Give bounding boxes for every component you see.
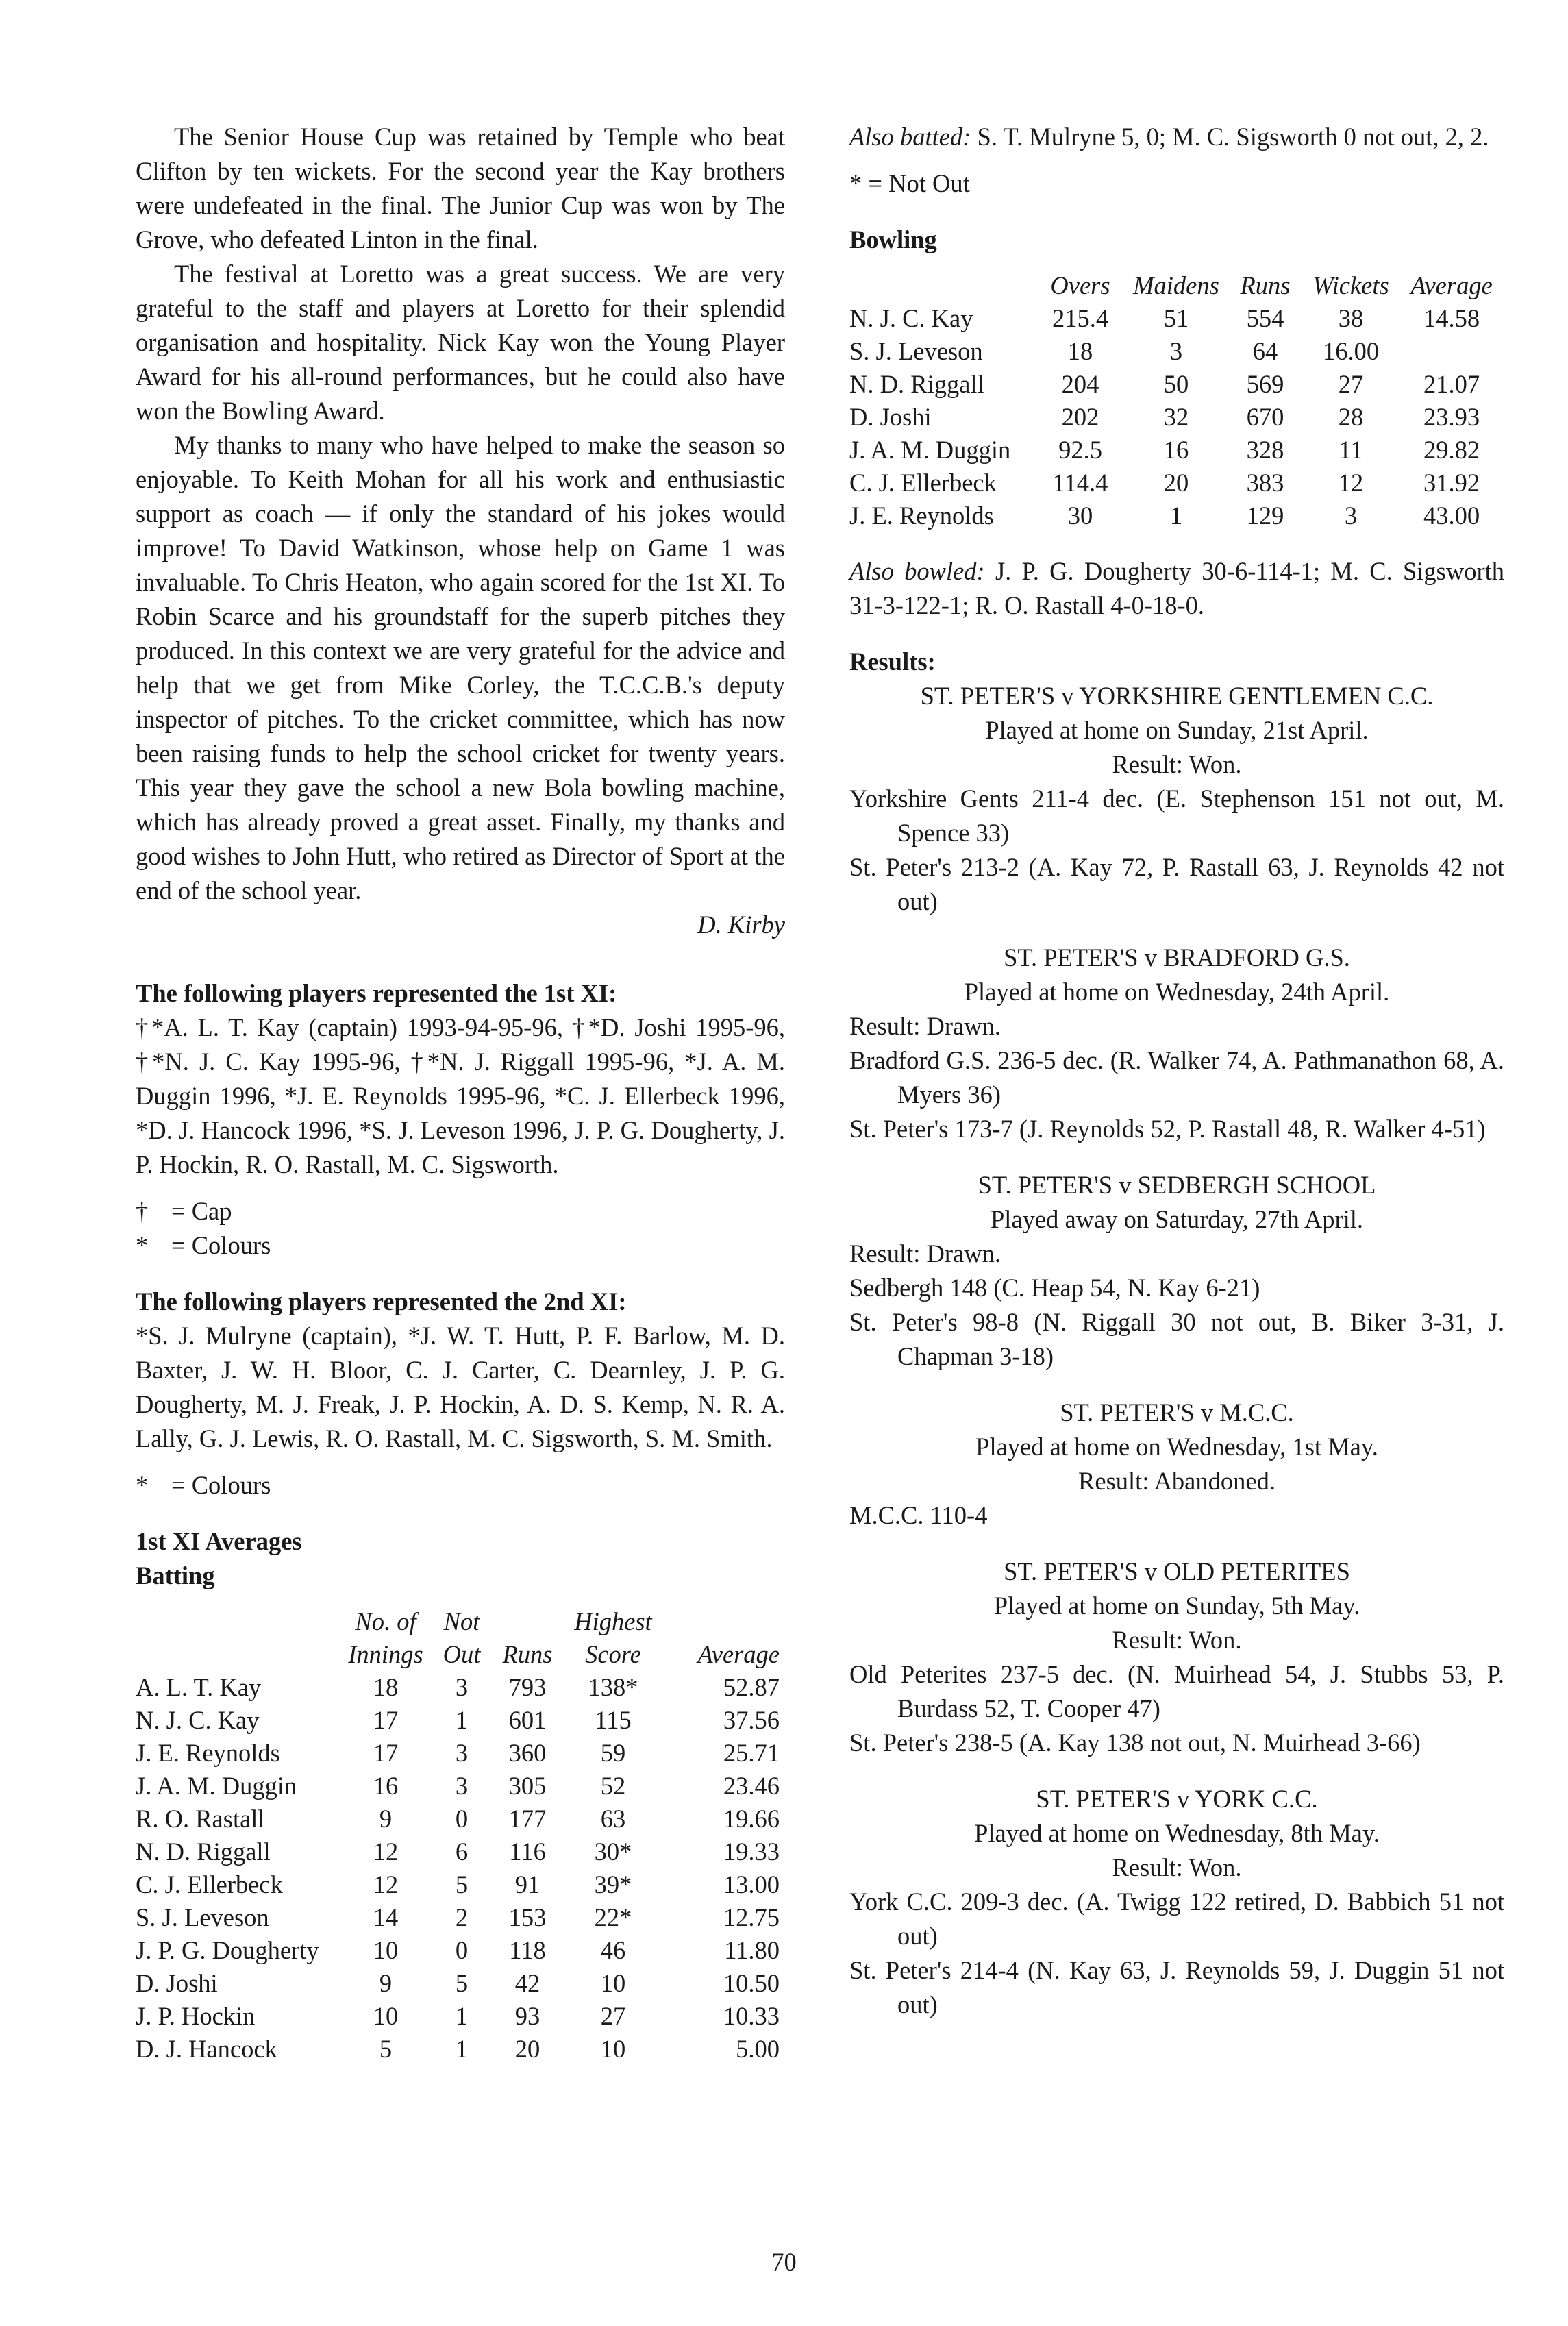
player-name: N. D. Riggall	[136, 1838, 271, 1866]
stat-cell: 20	[514, 2035, 540, 2063]
stat-cell: 14	[373, 1903, 399, 1931]
batting-heading: Batting	[136, 1561, 215, 1589]
stat-cell: 46	[600, 1936, 626, 1964]
header-cell: Innings	[348, 1640, 423, 1668]
not-out-note: * = Not Out	[849, 169, 970, 197]
stat-cell: 25.71	[723, 1739, 780, 1767]
match-title: ST. PETER'S v SEDBERGH SCHOOL	[978, 1171, 1376, 1199]
stat-cell: 42	[514, 1969, 540, 1997]
stat-cell: 3	[455, 1772, 469, 1800]
stat-cell: 13.00	[723, 1870, 780, 1898]
header-cell	[664, 1605, 785, 1638]
stat-cell: 32	[1163, 403, 1189, 431]
header-cell: Average	[697, 1640, 780, 1668]
stat-cell: 19.33	[723, 1838, 780, 1866]
batting-row	[136, 1737, 785, 1770]
spacer	[849, 1760, 1504, 1782]
match-outcome: Result: Won.	[1112, 1626, 1242, 1654]
stat-cell: 114.4	[1052, 469, 1108, 497]
player-name: A. L. T. Kay	[136, 1673, 262, 1701]
match-venue: Played at home on Wednesday, 1st May.	[975, 1433, 1378, 1461]
stat-cell: 305	[508, 1772, 547, 1800]
match-title: ST. PETER'S v YORK C.C.	[1036, 1785, 1318, 1813]
stat-cell: 601	[508, 1706, 547, 1734]
bowling-header-row	[849, 269, 1504, 302]
match-title: ST. PETER'S v BRADFORD G.S.	[1004, 943, 1350, 972]
innings-score: M.C.C. 110-4	[849, 1501, 988, 1529]
stat-cell: 17	[373, 1739, 399, 1767]
legend-symbol: *	[136, 1471, 149, 1499]
stat-cell: 18	[1067, 337, 1093, 365]
match-result	[849, 1760, 1504, 2022]
stat-cell: 21.07	[1423, 370, 1480, 398]
stat-cell: 50	[1163, 370, 1189, 398]
stat-cell: 793	[508, 1673, 547, 1701]
author-signature: D. Kirby	[697, 911, 785, 939]
also-bowled-label: Also bowled:	[849, 557, 985, 585]
stat-cell: 27	[600, 2002, 626, 2030]
paragraph-festival: The festival at Loretto was a great success. We are very grateful to the staff and players at Loretto for their splendid organisation and hospitality. Nick Kay won the Young Player Award for his all-round performances, but he could also have won the Bowling Award.	[136, 260, 785, 425]
header-cell: Maidens	[1133, 271, 1219, 299]
match-venue: Played at home on Wednesday, 24th April.	[964, 978, 1390, 1006]
stat-cell: 23.46	[723, 1772, 780, 1800]
bowling-row	[849, 499, 1504, 532]
batting-row	[136, 2033, 785, 2066]
batting-row	[136, 1901, 785, 1934]
stat-cell: 10.50	[723, 1969, 780, 1997]
header-cell	[136, 1638, 341, 1671]
stat-cell: 3	[1344, 502, 1358, 530]
stat-cell: 11.80	[724, 1936, 780, 1964]
stat-cell: 5	[379, 2035, 393, 2063]
stat-cell: 27	[1338, 370, 1364, 398]
stat-cell: 569	[1246, 370, 1284, 398]
legend-meaning: = Colours	[171, 1471, 271, 1499]
batting-row	[136, 1803, 785, 1835]
match-outcome: Result: Drawn.	[849, 1239, 1001, 1267]
stat-cell: 14.58	[1423, 304, 1480, 332]
stat-cell: 38	[1338, 304, 1364, 332]
stat-cell: 0	[455, 1805, 469, 1833]
stat-cell: 5	[455, 1969, 469, 1997]
batting-row	[136, 1770, 785, 1803]
results-heading: Results:	[849, 647, 936, 676]
bowling-table	[849, 269, 1504, 532]
stat-cell: 12	[1338, 469, 1364, 497]
player-name: D. J. Hancock	[136, 2035, 277, 2063]
stat-cell: 16	[1163, 436, 1189, 464]
stat-cell: 18	[373, 1673, 399, 1701]
batting-row	[136, 1671, 785, 1704]
stat-cell: 2	[455, 1903, 469, 1931]
spacer	[849, 1146, 1504, 1168]
stat-cell: 6	[455, 1838, 469, 1866]
player-name: J. A. M. Duggin	[136, 1772, 297, 1800]
match-venue: Played away on Saturday, 27th April.	[990, 1205, 1364, 1233]
legend-cap	[136, 1194, 785, 1228]
match-result	[849, 919, 1504, 1146]
bowling-body	[849, 302, 1504, 532]
player-name: D. Joshi	[849, 403, 932, 431]
first-xi-heading: The following players represented the 1st XI:	[136, 979, 617, 1007]
stat-cell: 43.00	[1423, 502, 1480, 530]
player-name: J. A. M. Duggin	[849, 436, 1011, 464]
averages-heading: 1st XI Averages	[136, 1527, 302, 1555]
first-xi-players: †*A. L. T. Kay (captain) 1993-94-95-96, †*D. Joshi 1995-96, †*N. J. C. Kay 1995-96, †*N. J. Riggall 1995-96, *J. A. M. Duggin 1996, *J. E. Reynolds 1995-96, *C. J. Ellerbeck 1996, *D. J. Hancock 1996, *S. J. Leveson 1996, J. P. G. Dougherty, J. P. Hockin, R. O. Rastall, M. C. Sigsworth.	[136, 1013, 785, 1178]
also-batted-label: Also batted:	[849, 123, 971, 151]
legend-symbol: *	[136, 1231, 149, 1259]
stat-cell: 93	[514, 2002, 540, 2030]
stat-cell: 12	[373, 1838, 399, 1866]
legend-meaning: = Colours	[171, 1231, 271, 1259]
innings-score: St. Peter's 238-5 (A. Kay 138 not out, N. Muirhead 3-66)	[849, 1729, 1421, 1757]
match-outcome: Result: Drawn.	[849, 1012, 1001, 1040]
stat-cell: 28	[1338, 403, 1364, 431]
stat-cell: 153	[508, 1903, 547, 1931]
stat-cell: 10	[600, 2035, 626, 2063]
header-cell	[493, 1605, 562, 1638]
results-list	[849, 679, 1504, 2022]
paragraph-house-cup: The Senior House Cup was retained by Temple who beat Clifton by ten wickets. For the second year the Kay brothers were undefeated in the final. The Junior Cup was won by The Grove, who defeated Linton in the final.	[136, 123, 785, 253]
stat-cell: 177	[508, 1805, 547, 1833]
innings-score: York C.C. 209-3 dec. (A. Twigg 122 retired, D. Babbich 51 not out)	[849, 1888, 1504, 1950]
stat-cell: 328	[1246, 436, 1284, 464]
header-cell: Wickets	[1312, 271, 1389, 299]
stat-cell: 3	[455, 1673, 469, 1701]
page-number: 70	[771, 2248, 797, 2276]
stat-cell: 360	[508, 1739, 547, 1767]
stat-cell: 52.87	[723, 1673, 780, 1701]
stat-cell: 1	[455, 2002, 469, 2030]
match-title: ST. PETER'S v M.C.C.	[1060, 1398, 1294, 1426]
innings-score: Yorkshire Gents 211-4 dec. (E. Stephenson 151 not out, M. Spence 33)	[849, 784, 1504, 847]
match-result	[849, 679, 1504, 919]
second-xi-players: *S. J. Mulryne (captain), *J. W. T. Hutt, P. F. Barlow, M. D. Baxter, J. W. H. Bloor, C. J. Carter, C. Dearnley, J. P. G. Dougherty, M. J. Freak, J. P. Hockin, A. D. S. Kemp, N. R. A. Lally, G. J. Lewis, R. O. Rastall, M. C. Sigsworth, S. M. Smith.	[136, 1322, 785, 1452]
batting-header-row-top	[136, 1605, 785, 1638]
stat-cell: 64	[1252, 337, 1278, 365]
stat-cell: 5.00	[736, 2035, 780, 2063]
stat-cell: 129	[1246, 502, 1284, 530]
stat-cell: 5	[455, 1870, 469, 1898]
left-column	[136, 120, 785, 2066]
batting-row	[136, 1835, 785, 1868]
bowling-row	[849, 368, 1504, 401]
player-name: N. D. Riggall	[849, 370, 984, 398]
stat-cell: 10	[373, 1936, 399, 1964]
batting-row	[136, 1868, 785, 1901]
match-venue: Played at home on Sunday, 21st April.	[985, 716, 1369, 744]
header-cell: Runs	[1240, 271, 1291, 299]
player-name: S. J. Leveson	[849, 337, 983, 365]
player-name: J. P. G. Dougherty	[136, 1936, 319, 1964]
second-xi-heading: The following players represented the 2nd XI:	[136, 1287, 627, 1315]
player-name: R. O. Rastall	[136, 1805, 265, 1833]
spacer	[849, 1374, 1504, 1396]
stat-cell: 115	[595, 1706, 632, 1734]
stat-cell: 10	[600, 1969, 626, 1997]
header-cell: Overs	[1050, 271, 1110, 299]
stat-cell: 670	[1246, 403, 1284, 431]
header-cell: Out	[443, 1640, 481, 1668]
player-name: D. Joshi	[136, 1969, 218, 1997]
match-outcome: Result: Won.	[1112, 1853, 1242, 1881]
batting-body	[136, 1671, 785, 2066]
also-bowled	[849, 554, 1504, 623]
right-column	[849, 120, 1504, 2022]
stat-cell: 20	[1163, 469, 1189, 497]
stat-cell: 3	[1169, 337, 1183, 365]
bowling-row	[849, 401, 1504, 434]
stat-cell: 215.4	[1051, 304, 1109, 332]
match-title: ST. PETER'S v OLD PETERITES	[1004, 1557, 1350, 1585]
batting-row	[136, 2000, 785, 2033]
stat-cell: 30*	[594, 1838, 632, 1866]
match-venue: Played at home on Sunday, 5th May.	[993, 1592, 1360, 1620]
match-venue: Played at home on Wednesday, 8th May.	[974, 1819, 1380, 1847]
also-batted	[849, 120, 1504, 154]
player-name: C. J. Ellerbeck	[849, 469, 997, 497]
innings-score: St. Peter's 98-8 (N. Riggall 30 not out, B. Biker 3-31, J. Chapman 3-18)	[849, 1308, 1504, 1370]
match-result	[849, 1374, 1504, 1533]
stat-cell: 0	[455, 1936, 469, 1964]
spacer	[849, 1533, 1504, 1555]
stat-cell: 51	[1163, 304, 1189, 332]
stat-cell: 29.82	[1423, 436, 1480, 464]
stat-cell: 59	[600, 1739, 626, 1767]
match-title: ST. PETER'S v YORKSHIRE GENTLEMEN C.C.	[920, 682, 1434, 710]
batting-row	[136, 1967, 785, 2000]
innings-score: Bradford G.S. 236-5 dec. (R. Walker 74, A. Pathmanathon 68, A. Myers 36)	[849, 1046, 1504, 1109]
stat-cell: 1	[455, 2035, 469, 2063]
match-outcome: Result: Abandoned.	[1078, 1467, 1275, 1495]
player-name: J. P. Hockin	[136, 2002, 256, 2030]
also-batted-text: S. T. Mulryne 5, 0; M. C. Sigsworth 0 not out, 2, 2.	[977, 123, 1489, 151]
stat-cell: 9	[379, 1969, 393, 1997]
stat-cell: 1	[1169, 502, 1183, 530]
stat-cell: 31.92	[1423, 469, 1480, 497]
stat-cell: 1	[455, 1706, 469, 1734]
batting-row	[136, 1704, 785, 1737]
spacer	[849, 919, 1504, 941]
stat-cell: 383	[1246, 469, 1284, 497]
player-name: C. J. Ellerbeck	[136, 1870, 283, 1898]
stat-cell: 10.33	[723, 2002, 780, 2030]
bowling-row	[849, 335, 1504, 368]
header-cell: Highest	[574, 1607, 652, 1635]
stat-cell: 9	[379, 1805, 393, 1833]
stat-cell: 16.00	[1322, 337, 1380, 365]
legend-colours-2nd	[136, 1468, 785, 1502]
match-result	[849, 1533, 1504, 1760]
player-name: J. E. Reynolds	[136, 1739, 280, 1767]
stat-cell: 3	[455, 1739, 469, 1767]
legend-meaning: = Cap	[171, 1197, 232, 1225]
stat-cell: 204	[1061, 370, 1099, 398]
innings-score: St. Peter's 173-7 (J. Reynolds 52, P. Rastall 48, R. Walker 4-51)	[849, 1115, 1486, 1143]
stat-cell: 11	[1339, 436, 1363, 464]
stat-cell	[1399, 335, 1504, 368]
bowling-row	[849, 302, 1504, 335]
player-name: S. J. Leveson	[136, 1903, 269, 1931]
stat-cell: 91	[514, 1870, 540, 1898]
stat-cell: 37.56	[723, 1706, 780, 1734]
header-cell: No. of	[355, 1607, 416, 1635]
bowling-row	[849, 434, 1504, 467]
paragraph-thanks: My thanks to many who have helped to make the season so enjoyable. To Keith Mohan for all his work and enthusiastic support as coach — if only the standard of his jokes would improve! To David Watkinson, whose help on Game 1 was invaluable. To Chris Heaton, who again scored for the 1st XI. To Robin Scarce and his groundstaff for the superb pitches they produced. In this context we are very grateful for the advice and help that we get from Mike Corley, the T.C.C.B.'s deputy inspector of pitches. To the cricket committee, which has now been raising funds to help the school cricket for twenty years. This year they gave the school a new Bola bowling machine, which has already proved a great asset. Finally, my thanks and good wishes to John Hutt, who retired as Director of Sport at the end of the school year.	[136, 431, 785, 904]
stat-cell: 202	[1061, 403, 1099, 431]
stat-cell: 16	[373, 1772, 399, 1800]
stat-cell: 63	[600, 1805, 626, 1833]
stat-cell: 39*	[594, 1870, 632, 1898]
batting-header-row-bottom	[136, 1638, 785, 1671]
match-outcome: Result: Won.	[1112, 750, 1242, 778]
stat-cell: 52	[600, 1772, 626, 1800]
stat-cell: 17	[373, 1706, 399, 1734]
header-cell	[849, 269, 1036, 302]
player-name: J. E. Reynolds	[849, 502, 994, 530]
header-cell: Not	[443, 1607, 480, 1635]
also-bowled-text: J. P. G. Dougherty 30-6-114-1; M. C. Sigsworth 31-3-122-1; R. O. Rastall 4-0-18-0.	[849, 557, 1504, 619]
player-name: N. J. C. Kay	[849, 304, 973, 332]
stat-cell: 12.75	[723, 1903, 780, 1931]
legend-symbol: †	[136, 1197, 149, 1225]
innings-score: St. Peter's 213-2 (A. Kay 72, P. Rastall 63, J. Reynolds 42 not out)	[849, 853, 1504, 915]
stat-cell: 554	[1246, 304, 1284, 332]
stat-cell: 12	[373, 1870, 399, 1898]
stat-cell: 138*	[588, 1673, 638, 1701]
stat-cell: 19.66	[723, 1805, 780, 1833]
innings-score: St. Peter's 214-4 (N. Kay 63, J. Reynolds 59, J. Duggin 51 not out)	[849, 1956, 1504, 2018]
innings-score: Sedbergh 148 (C. Heap 54, N. Kay 6-21)	[849, 1274, 1260, 1302]
stat-cell: 30	[1067, 502, 1093, 530]
batting-table	[136, 1605, 785, 2066]
stat-cell: 10	[373, 2002, 399, 2030]
header-cell: Runs	[502, 1640, 553, 1668]
match-result	[849, 1146, 1504, 1374]
bowling-heading: Bowling	[849, 225, 937, 253]
stat-cell: 92.5	[1058, 436, 1102, 464]
batting-row	[136, 1934, 785, 1967]
header-cell	[136, 1605, 341, 1638]
stat-cell: 23.93	[1423, 403, 1480, 431]
header-cell: Score	[585, 1640, 641, 1668]
header-cell: Average	[1410, 271, 1493, 299]
stat-cell: 116	[509, 1838, 546, 1866]
stat-cell: 118	[509, 1936, 546, 1964]
legend-colours	[136, 1228, 785, 1263]
bowling-row	[849, 467, 1504, 499]
player-name: N. J. C. Kay	[136, 1706, 260, 1734]
innings-score: Old Peterites 237-5 dec. (N. Muirhead 54, J. Stubbs 53, P. Burdass 52, T. Cooper 47)	[849, 1660, 1504, 1722]
stat-cell: 22*	[594, 1903, 632, 1931]
